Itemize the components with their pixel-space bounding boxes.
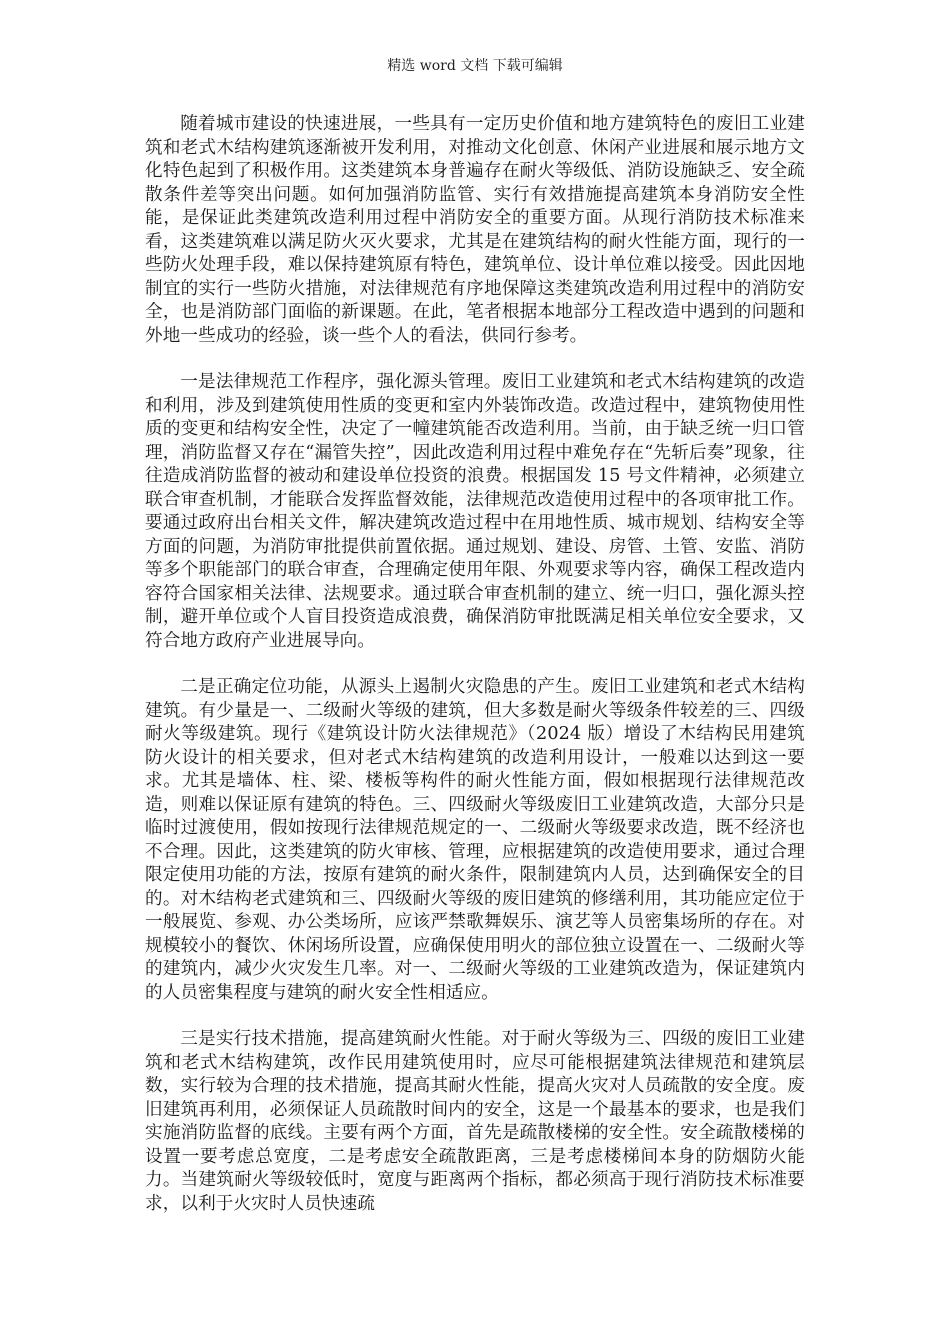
paragraph-intro: 随着城市建设的快速进展，一些具有一定历史价值和地方建筑特色的废旧工业建筑和老式木结构建筑逐渐被开发利用，对推动文化创意、休闲产业进展和展示地方文化特色起到了积极作用。这类建筑本身普遍存在耐火等级低、消防设施缺乏、安全疏散条件差等突出问题。如何加强消防监管、实行有效措施提高建筑本身消防安全性能，是保证此类建筑改造利用过程中消防安全的重要方面。从现行消防技术标准来看，这类建筑难以满足防火灭火要求，尤其是在建筑结构的耐火性能方面，现行的一些防火处理手段，难以保持建筑原有特色，建筑单位、设计单位难以接受。因此因地制宜的实行一些防火措施，对法律规范有序地保障这类建筑改造利用过程中的消防安全，也是消防部门面临的新课题。在此，笔者根据本地部分工程改造中遇到的问题和外地一些成功的经验，谈一些个人的看法，供同行参考。 <box>145 114 805 346</box>
paragraph-two: 二是正确定位功能，从源头上遏制火灾隐患的产生。废旧工业建筑和老式木结构建筑。有少量是一、二级耐火等级的建筑，但大多数是耐火等级条件较差的三、四级耐火等级建筑。现行《建筑设计防火法律规范》（2024 版）增设了木结构民用建筑防火设计的相关要求，但对老式木结构建筑的改造利用设计，一般难以达到这一要求。尤其是墙体、柱、梁、楼板等构件的耐火性能方面，假如根据现行法律规范改造，则难以保证原有建筑的特色。三、四级耐火等级废旧工业建筑改造，大部分只是临时过渡使用，假如按现行法律规范规定的一、二级耐火等级要求改造，既不经济也不合理。因此，这类建筑的防火审核、管理，应根据建筑的改造使用要求，通过合理限定使用功能的方法，按原有建筑的耐火条件，限制建筑内人员，达到确保安全的目的。对木结构老式建筑和三、四级耐火等级的废旧建筑的修缮利用，其功能应定位于一般展览、参观、办公类场所，应该严禁歌舞娱乐、演艺等人员密集场所的存在。对规模较小的餐饮、休闲场所设置，应确保使用明火的部位独立设置在一、二级耐火等的建筑内，减少火灾发生几率。对一、二级耐火等级的工业建筑改造为，保证建筑内的人员密集程度与建筑的耐火安全性相适应。 <box>145 677 805 1003</box>
page-header: 精选 word 文档 下载可编辑 <box>387 58 563 74</box>
paragraph-three: 三是实行技术措施，提高建筑耐火性能。对于耐火等级为三、四级的废旧工业建筑和老式木结构建筑，改作民用建筑使用时，应尽可能根据建筑法律规范和建筑层数，实行较为合理的技术措施，提高其耐火性能，提高火灾对人员疏散的安全度。废旧建筑再利用，必须保证人员疏散时间内的安全，这是一个最基本的要求，也是我们实施消防监督的底线。主要有两个方面，首先是疏散楼梯的安全性。安全疏散楼梯的设置一要考虑总宽度，二是考虑安全疏散距离，三是考虑楼梯间本身的防烟防火能力。当建筑耐火等级较低时，宽度与距离两个指标，都必须高于现行消防技术标准要求，以利于火灾时人员快速疏 <box>145 1029 805 1214</box>
document-body <box>145 113 805 1239</box>
paragraph-one: 一是法律规范工作程序，强化源头管理。废旧工业建筑和老式木结构建筑的改造和利用，涉及到建筑使用性质的变更和室内外装饰改造。改造过程中，建筑物使用性质的变更和结构安全性，决定了一幢建筑能否改造利用。当前，由于缺乏统一归口管理，消防监督又存在“漏管失控”，因此改造利用过程中难免存在“先斩后奏”现象，往往造成消防监督的被动和建设单位投资的浪费。根据国发 15 号文件精神，必须建立联合审查机制，才能联合发挥监督效能，法律规范改造使用过程中的各项审批工作。要通过政府出台相关文件，解决建筑改造过程中在用地性质、城市规划、结构安全等方面的问题，为消防审批提供前置依据。通过规划、建设、房管、土管、安监、消防等多个职能部门的联合审查，合理确定使用年限、外观要求等内容，确保工程改造内容符合国家相关法律、法规要求。通过联合审查机制的建立、统一归口，强化源头控制，避开单位或个人盲目投资造成浪费，确保消防审批既满足相关单位安全要求，又符合地方政府产业进展导向。 <box>145 372 805 651</box>
